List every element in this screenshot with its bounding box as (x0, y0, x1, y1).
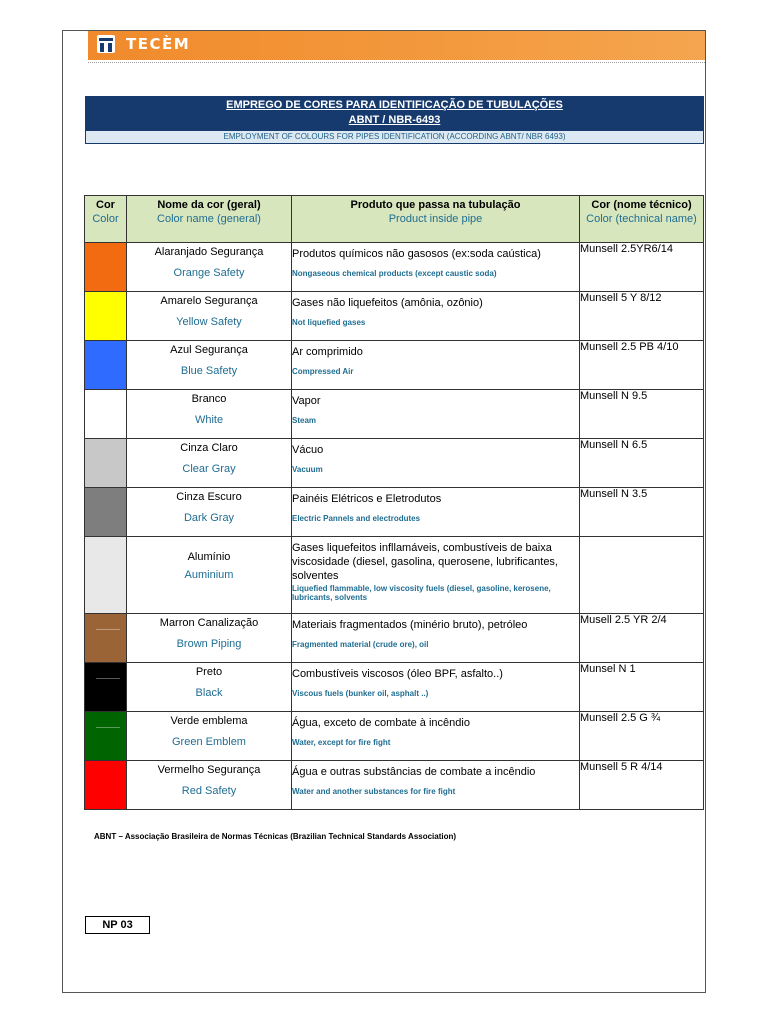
table-row (85, 439, 704, 488)
pipe-color-table (84, 195, 704, 810)
color-name-en: Green Emblem (172, 736, 246, 748)
header-color-pt: Cor (96, 199, 115, 211)
color-name-pt: Branco (191, 393, 227, 405)
product-pt: Água e outras substâncias de combate a incêndio (292, 766, 536, 778)
color-name-en: Dark Gray (183, 512, 235, 524)
product-cell (292, 243, 580, 292)
color-swatch (85, 341, 127, 390)
swatch-mark (96, 727, 120, 728)
product-en: Steam (292, 416, 317, 425)
product-pt: Produtos químicos não gasosos (ex:soda caústica) (292, 248, 541, 260)
color-name-en: Clear Gray (182, 463, 236, 475)
table-header-row (85, 196, 704, 243)
color-name-en: Orange Safety (173, 267, 245, 279)
product-pt: Gases liquefeitos infllamáveis, combustíveis de baixa viscosidade (diesel, gasolina, querosene, lubrificantes, solventes (292, 542, 558, 582)
product-cell (292, 614, 580, 663)
color-name-cell (127, 537, 292, 614)
color-name-en: Blue Safety (180, 365, 238, 377)
color-swatch (85, 537, 127, 614)
color-name-pt: Alaranjado Segurança (154, 246, 264, 258)
table-row (85, 614, 704, 663)
color-name-cell (127, 614, 292, 663)
header-product-en: Product inside pipe (388, 213, 483, 225)
color-name-en: Black (195, 687, 223, 699)
page-title: EMPREGO DE CORES PARA IDENTIFICAÇÃO DE TUBULAÇÕES (226, 99, 563, 111)
color-swatch (85, 614, 127, 663)
technical-name-cell: Munsel N 1 (580, 663, 704, 712)
color-name-pt: Preto (195, 666, 223, 678)
header-color-en: Color (92, 213, 119, 225)
color-name-pt: Verde emblema (170, 715, 248, 727)
color-name-cell (127, 439, 292, 488)
color-name-pt: Amarelo Segurança (160, 295, 258, 307)
table-row (85, 243, 704, 292)
product-pt: Gases não liquefeitos (amônia, ozônio) (292, 297, 483, 309)
table-row (85, 488, 704, 537)
color-name-cell (127, 390, 292, 439)
product-en: Nongaseous chemical products (except caustic soda) (292, 269, 497, 278)
product-cell (292, 537, 580, 614)
product-cell (292, 488, 580, 537)
product-en: Not liquefied gases (292, 318, 366, 327)
product-pt: Vapor (292, 395, 321, 407)
header-divider (88, 60, 705, 63)
color-name-cell (127, 243, 292, 292)
english-subtitle: EMPLOYMENT OF COLOURS FOR PIPES IDENTIFICATION (ACCORDING ABNT/ NBR 6493) (85, 130, 704, 144)
product-en: Electric Pannels and electrodutes (292, 514, 421, 523)
product-pt: Ar comprimido (292, 346, 363, 358)
color-name-cell (127, 712, 292, 761)
header-color-name-en: Color name (general) (157, 213, 261, 225)
color-swatch (85, 712, 127, 761)
tecem-logo-icon (95, 33, 117, 55)
color-name-cell (127, 488, 292, 537)
technical-name-cell: Munsell N 3.5 (580, 488, 704, 537)
product-pt: Vácuo (292, 444, 324, 456)
technical-name-cell: Munsell 5 R 4/14 (580, 761, 704, 810)
swatch-mark (96, 678, 120, 679)
table-row (85, 341, 704, 390)
header-color-name (127, 196, 292, 243)
product-cell (292, 439, 580, 488)
technical-name-cell (580, 537, 704, 614)
brand-name: TECÈM (126, 35, 191, 53)
product-cell (292, 341, 580, 390)
product-en: Water and another substances for fire fight (292, 787, 456, 796)
product-cell (292, 663, 580, 712)
color-name-en: Yellow Safety (176, 316, 242, 328)
table-row (85, 761, 704, 810)
technical-name-cell: Munsell 5 Y 8/12 (580, 292, 704, 341)
product-cell (292, 390, 580, 439)
color-name-pt: Marron Canalização (159, 617, 259, 629)
header-technical-en: Color (technical name) (586, 213, 697, 225)
standard-code: ABNT / NBR-6493 (348, 114, 441, 126)
color-name-cell (127, 761, 292, 810)
product-cell (292, 761, 580, 810)
technical-name-cell: Munsell N 9.5 (580, 390, 704, 439)
product-cell (292, 712, 580, 761)
table-row (85, 292, 704, 341)
color-swatch (85, 292, 127, 341)
product-en: Compressed Air (292, 367, 354, 376)
color-name-cell (127, 292, 292, 341)
product-en: Vacuum (292, 465, 323, 474)
color-name-pt: Azul Segurança (170, 344, 248, 356)
technical-name-cell: Munsell 2.5 G ¾ (580, 712, 704, 761)
color-swatch (85, 761, 127, 810)
color-name-pt: Cinza Escuro (176, 491, 242, 503)
table-row (85, 712, 704, 761)
product-pt: Água, exceto de combate à incêndio (292, 717, 470, 729)
document-code: NP 03 (85, 916, 150, 934)
header-color (85, 196, 127, 243)
title-banner (85, 96, 704, 130)
color-name-pt: Vermelho Segurança (157, 764, 261, 776)
color-name-cell (127, 663, 292, 712)
color-swatch (85, 243, 127, 292)
product-pt: Combustíveis viscosos (óleo BPF, asfalto..) (292, 668, 503, 680)
table-row (85, 390, 704, 439)
color-name-pt: Cinza Claro (180, 442, 238, 454)
color-name-cell (127, 341, 292, 390)
swatch-mark (96, 629, 120, 630)
header-product-pt: Produto que passa na tubulação (350, 199, 521, 211)
technical-name-cell: Munsell N 6.5 (580, 439, 704, 488)
technical-name-cell: Munsell 2.5 PB 4/10 (580, 341, 704, 390)
product-en: Water, except for fire fight (292, 738, 391, 747)
color-swatch (85, 663, 127, 712)
product-en: Viscous fuels (bunker oil, asphalt ..) (292, 689, 429, 698)
product-en: Fragmented material (crude ore), oil (292, 640, 429, 649)
color-name-en: Brown Piping (176, 638, 242, 650)
product-cell (292, 292, 580, 341)
header-product (292, 196, 580, 243)
color-name-en: Red Safety (181, 785, 237, 797)
header-technical-pt: Cor (nome técnico) (591, 199, 692, 211)
color-name-en: White (194, 414, 224, 426)
product-pt: Materiais fragmentados (minério bruto), petróleo (292, 619, 528, 631)
technical-name-cell: Musell 2.5 YR 2/4 (580, 614, 704, 663)
header-technical-name (580, 196, 704, 243)
color-swatch (85, 390, 127, 439)
color-swatch (85, 488, 127, 537)
header-color-name-pt: Nome da cor (geral) (157, 199, 261, 211)
color-name-pt: Alumínio (187, 551, 231, 563)
technical-name-cell: Munsell 2.5YR6/14 (580, 243, 704, 292)
color-swatch (85, 439, 127, 488)
table-row (85, 663, 704, 712)
product-pt: Painéis Elétricos e Eletrodutos (292, 493, 442, 505)
product-en: Liquefied flammable, low viscosity fuels (diesel, gasoline, kerosene, lubricants, solvents (292, 584, 551, 602)
table-row (85, 537, 704, 614)
color-name-en: Auminium (184, 569, 234, 581)
footnote: ABNT – Associação Brasileira de Normas Técnicas (Brazilian Technical Standards Association) (94, 832, 457, 841)
